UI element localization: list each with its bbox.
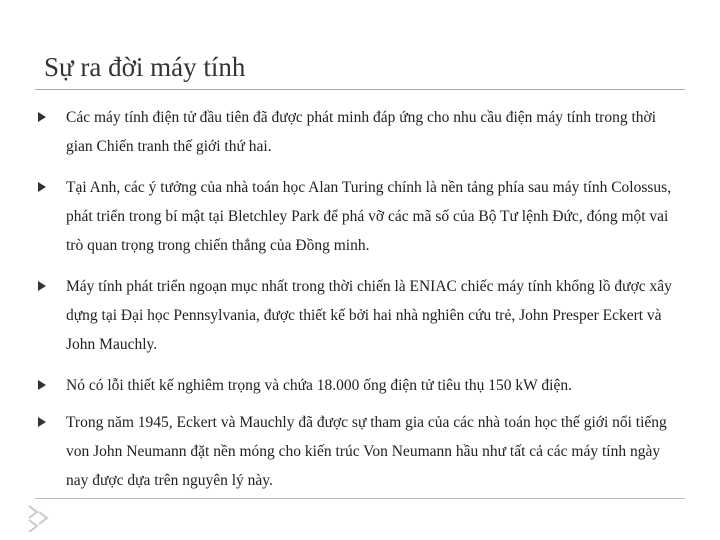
bullet-item — [38, 173, 678, 260]
bullet-text: Các máy tính điện tử đầu tiên đã được phát minh đáp ứng cho nhu cầu điện máy tính trong thời gian Chiến tranh thế giới thứ hai. — [66, 109, 656, 155]
bullet-text: Tại Anh, các ý tưởng của nhà toán học Alan Turing chính là nền tảng phía sau máy tính Colossus, phát triển trong bí mật tại Bletchley Park để phá vỡ các mã số của Bộ Tư lệnh Đức, đóng một vai trò quan trọng trong chiến thắng của Đồng minh. — [66, 179, 672, 254]
bullet-item — [38, 408, 678, 495]
bullet-item — [38, 103, 678, 161]
arrow-bullet-icon — [38, 417, 46, 427]
title-divider — [35, 89, 685, 90]
bullet-item — [38, 371, 678, 400]
bullet-item — [38, 272, 678, 359]
bullet-text: Nó có lỗi thiết kế nghiêm trọng và chứa 18.000 ống điện tử tiêu thụ 150 kW điện. — [66, 377, 572, 394]
arrow-bullet-icon — [38, 380, 46, 390]
bullet-text: Máy tính phát triển ngoạn mục nhất trong thời chiến là ENIAC chiếc máy tính khổng lồ được xây dựng tại Đại học Pennsylvania, được thiết kế bởi hai nhà nghiên cứu trẻ, John Presper Eckert và John Mauchly. — [66, 278, 672, 353]
arrow-bullet-icon — [38, 182, 46, 192]
chevron-pattern-icon — [25, 502, 53, 532]
slide-title: Sự ra đời máy tính — [44, 52, 246, 82]
footer-divider — [35, 498, 685, 499]
arrow-bullet-icon — [38, 281, 46, 291]
arrow-bullet-icon — [38, 112, 46, 122]
bullet-text: Trong năm 1945, Eckert và Mauchly đã được sự tham gia của các nhà toán học thế giới nổi tiếng von John Neumann đặt nền móng cho kiến trúc Von Neumann hầu như tất cả các máy tính ngày nay được dựa trên nguyên lý này. — [66, 414, 667, 489]
bullet-list — [38, 103, 678, 507]
